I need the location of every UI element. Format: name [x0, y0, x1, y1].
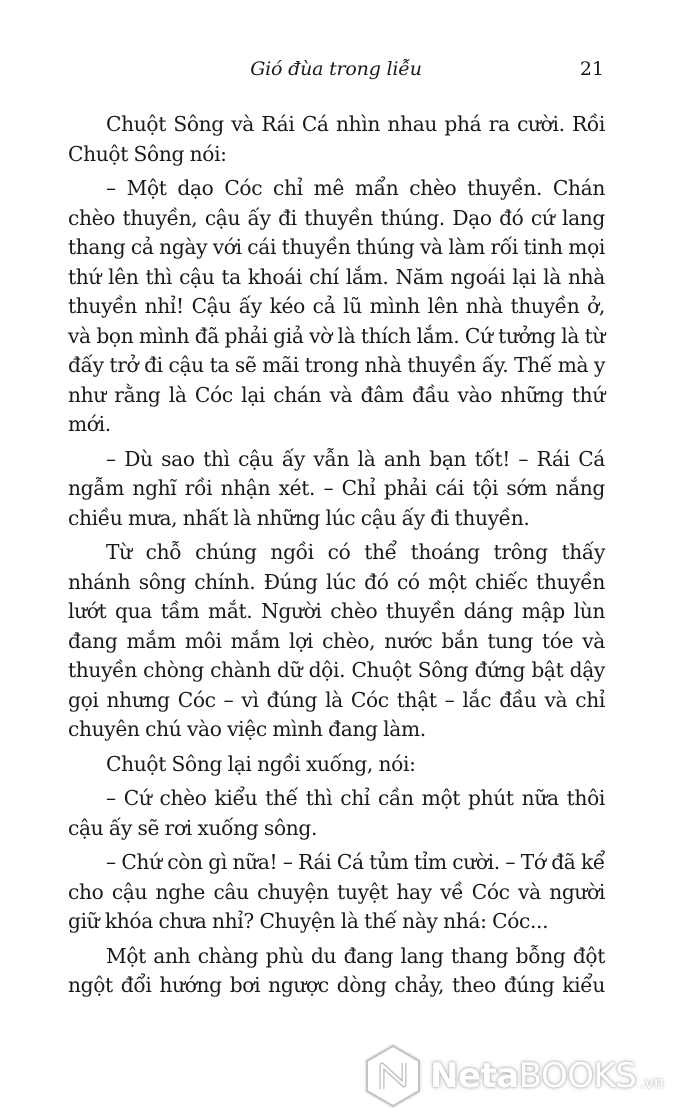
paragraph: Chuột Sông lại ngồi xuống, nói: — [106, 751, 416, 776]
paragraph: Từ chỗ chúng ngồi có thể thoáng trông thấy nhánh sông chính. Đúng lúc đó có một chiếc thuyền lướt qua tầm mắt. Người chèo thuyền dáng mập lùn đang mắm môi mắm lợi chèo, nước bắn tung tóe và thuyền chòng chành dữ dội. Chuột Sông đứng bật dậy gọi nhưng Cóc – vì đúng là Cóc thật – lắc đầu và chỉ chuyên chú vào việc mình đang làm. — [68, 540, 605, 741]
paragraph: Một anh chàng phù du đang lang thang bỗng đột ngột đổi hướng bơi ngược dòng chảy, theo đúng kiểu — [68, 943, 605, 997]
page-number: 21 — [579, 58, 604, 80]
watermark-suffix: .vn — [639, 1072, 665, 1092]
paragraph: – Dù sao thì cậu ấy vẫn là anh bạn tốt! – Rái Cá ngẫm nghĩ rồi nhận xét. – Chỉ phải cái tội sớm nắng chiều mưa, nhất là những lúc cậu ấy đi thuyền. — [68, 446, 605, 530]
paragraph: – Một dạo Cóc chỉ mê mẩn chèo thuyền. Chán chèo thuyền, cậu ấy đi thuyền thúng. Dạo đó cứ lang thang cả ngày với cái thuyền thúng và làm rối tinh mọi thứ lên thì cậu ta khoái chí lắm. Năm ngoái lại là nhà thuyền nhỉ! Cậu ấy kéo cả lũ mình lên nhà thuyền ở, và bọn mình đã phải giả vờ là thích lắm. Cứ tưởng là từ đấy trở đi cậu ta sẽ mãi trong nhà thuyền ấy. Thế mà y như rằng là Cóc lại chán và đâm đầu vào những thứ mới. — [68, 176, 605, 436]
page-header — [68, 58, 604, 88]
watermark-brand-rest: BOOKS — [518, 1056, 637, 1096]
paragraph: – Cứ chèo kiểu thế thì chỉ cần một phút nữa thôi cậu ấy sẽ rơi xuống sông. — [68, 786, 605, 840]
paragraph: – Chứ còn gì nữa! – Rái Cá tủm tỉm cười. – Tớ đã kể cho cậu nghe câu chuyện tuyệt hay về Cóc và người giữ khóa chưa nhỉ? Chuyện là thế này nhá: Cóc... — [68, 850, 605, 933]
body-text — [68, 110, 605, 1006]
netabooks-watermark — [362, 1040, 692, 1112]
netabooks-hexagon-logo-icon — [362, 1043, 424, 1109]
watermark-brand — [430, 1056, 636, 1096]
paragraph: Chuột Sông và Rái Cá nhìn nhau phá ra cười. Rồi Chuột Sông nói: — [68, 112, 605, 166]
running-title: Gió đùa trong liễu — [250, 58, 422, 80]
watermark-brand-main: Neta — [430, 1056, 519, 1096]
